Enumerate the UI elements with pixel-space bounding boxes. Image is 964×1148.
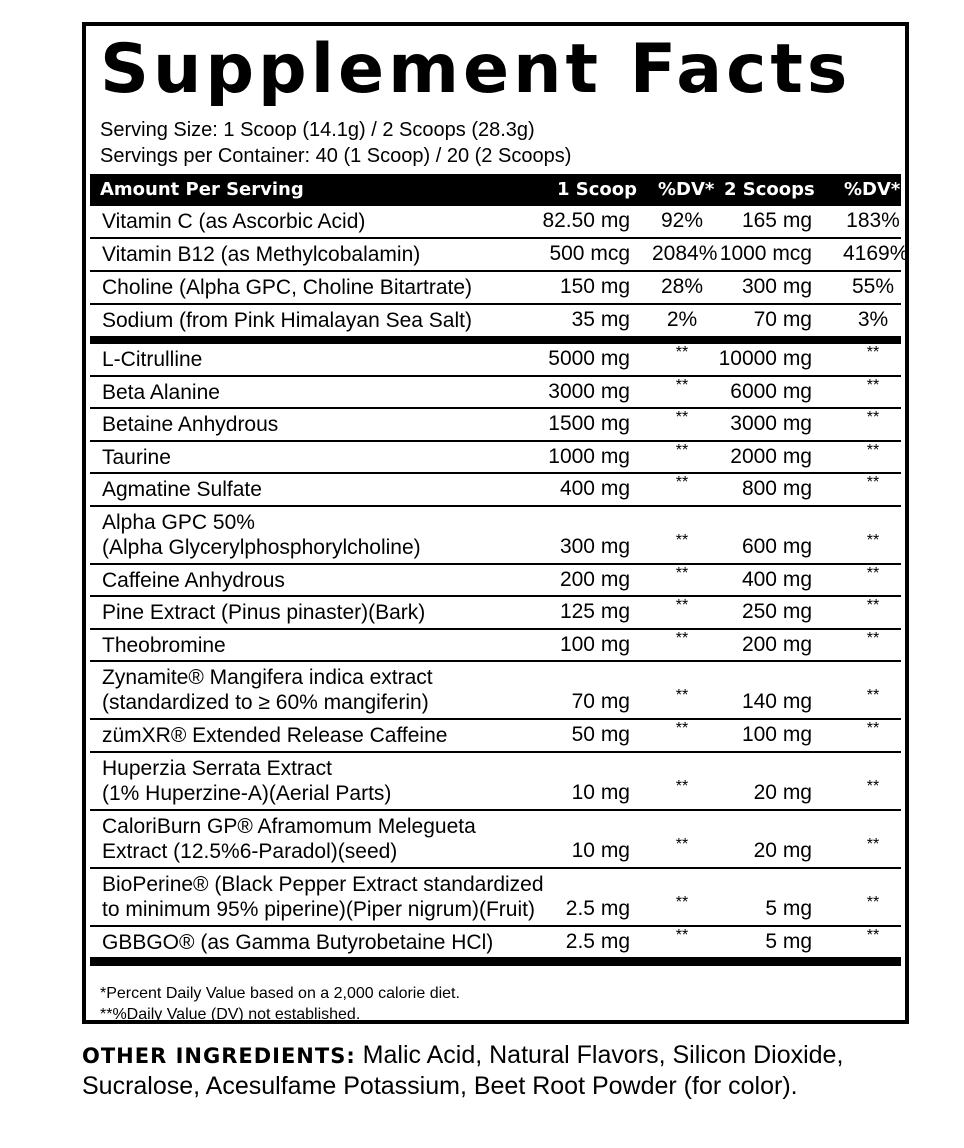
header-scoop1: 1 Scoop — [557, 179, 638, 200]
amount-1-scoop: 3000 mg — [548, 379, 630, 403]
dv-1-scoop: ** — [675, 835, 689, 853]
other-ingredients — [82, 1040, 843, 1101]
ingredient-name-detail: (standardized to ≥ 60% mangiferin) — [102, 691, 429, 714]
amount-1-scoop: 10 mg — [571, 838, 630, 862]
other-ingredients-line2: Sucralose, Acesulfame Potassium, Beet Root Powder (for color). — [82, 1072, 798, 1100]
amount-1-scoop: 10 mg — [571, 780, 630, 804]
ingredient-name: Caffeine Anhydrous — [102, 568, 285, 592]
dv-1-scoop: ** — [675, 409, 689, 426]
dv-1-scoop: 2% — [666, 308, 698, 331]
amount-2-scoops: 20 mg — [753, 780, 812, 804]
dv-2-scoops: ** — [866, 474, 880, 491]
nutrient-row — [90, 239, 909, 272]
amount-1-scoop: 100 mg — [559, 632, 630, 656]
footer-divider — [90, 957, 901, 966]
serving-size: Serving Size: 1 Scoop (14.1g) / 2 Scoops (28.3g) — [100, 119, 535, 141]
amount-2-scoops: 400 mg — [741, 567, 812, 591]
dv-1-scoop: ** — [675, 687, 689, 704]
dv-2-scoops: ** — [866, 441, 880, 459]
amount-2-scoops: 140 mg — [741, 690, 812, 713]
dv-1-scoop: 28% — [660, 275, 704, 298]
dv-1-scoop: ** — [675, 777, 689, 795]
header-dv2: %DV* — [844, 179, 901, 200]
ingredient-name: GBBGO® (as Gamma Butyrobetaine HCl) — [102, 930, 494, 954]
ingredient-name: Choline (Alpha GPC, Choline Bitartrate) — [102, 276, 473, 299]
ingredient-name-detail: to minimum 95% piperine)(Piper nigrum)(Fruit) — [102, 897, 535, 921]
ingredient-name: zümXR® Extended Release Caffeine — [102, 724, 448, 747]
ingredient-row — [90, 442, 901, 475]
amount-1-scoop: 5000 mg — [548, 347, 630, 370]
amount-1-scoop: 125 mg — [559, 600, 630, 623]
nutrient-row — [90, 206, 901, 239]
ingredient-name-detail: Extract (12.5%6-Paradol)(seed) — [102, 839, 398, 863]
dv-1-scoop: ** — [675, 564, 689, 582]
dv-2-scoops: 4169% — [843, 242, 909, 265]
dv-2-scoops: ** — [866, 926, 880, 944]
amount-2-scoops: 70 mg — [753, 308, 812, 331]
amount-1-scoop: 500 mcg — [549, 242, 630, 265]
panel-title: Supplement Facts — [100, 30, 852, 109]
amount-2-scoops: 5 mg — [765, 929, 812, 953]
dv-1-scoop: 92% — [660, 209, 704, 232]
amount-1-scoop: 70 mg — [571, 690, 630, 713]
amount-2-scoops: 600 mg — [741, 534, 812, 558]
ingredient-name: Agmatine Sulfate — [102, 478, 262, 501]
dv-1-scoop: ** — [675, 629, 689, 647]
header-dv1: %DV* — [658, 179, 715, 200]
amount-2-scoops: 20 mg — [753, 838, 812, 862]
ingredient-row — [90, 630, 901, 663]
nutrient-row — [90, 305, 901, 338]
header-amount: Amount Per Serving — [100, 179, 304, 200]
dv-1-scoop: ** — [675, 720, 689, 737]
ingredient-name: Vitamin B12 (as Methylcobalamin) — [102, 243, 421, 266]
other-ingredients-text1: Malic Acid, Natural Flavors, Silicon Dioxide, — [355, 1041, 844, 1069]
ingredient-row — [90, 662, 901, 720]
dv-2-scoops: ** — [866, 564, 880, 582]
ingredient-name: Betaine Anhydrous — [102, 413, 279, 436]
ingredient-name: Vitamin C (as Ascorbic Acid) — [102, 210, 366, 233]
dv-2-scoops: ** — [866, 835, 880, 853]
servings-per-container: Servings per Container: 40 (1 Scoop) / 20 (2 Scoops) — [100, 145, 572, 167]
ingredient-name: Theobromine — [102, 633, 226, 657]
ingredient-row — [90, 377, 901, 410]
ingredient-name: Taurine — [102, 445, 171, 469]
footnote-not-established: **%Daily Value (DV) not established. — [100, 1006, 361, 1023]
footnote-dv: *Percent Daily Value based on a 2,000 calorie diet. — [100, 985, 460, 1002]
amount-1-scoop: 300 mg — [559, 534, 630, 558]
other-ingredients-heading: OTHER INGREDIENTS: — [82, 1044, 356, 1068]
ingredient-row — [90, 344, 901, 377]
dv-2-scoops: ** — [866, 344, 880, 361]
ingredient-row — [90, 409, 901, 442]
dv-1-scoop: ** — [675, 474, 689, 491]
amount-1-scoop: 200 mg — [559, 567, 630, 591]
ingredient-row — [90, 474, 901, 507]
amount-2-scoops: 1000 mcg — [719, 242, 812, 265]
ingredient-name: L-Citrulline — [102, 348, 203, 371]
ingredient-row — [90, 927, 901, 960]
dv-2-scoops: ** — [866, 597, 880, 614]
amount-1-scoop: 35 mg — [571, 308, 630, 331]
ingredient-name-detail: (1% Huperzine-A)(Aerial Parts) — [102, 781, 392, 805]
supplement-facts-panel — [82, 22, 909, 1024]
ingredient-name: Zynamite® Mangifera indica extract — [102, 666, 433, 689]
amount-2-scoops: 100 mg — [741, 723, 812, 746]
dv-1-scoop: ** — [675, 344, 689, 361]
amount-2-scoops: 300 mg — [741, 275, 812, 298]
amount-1-scoop: 1000 mg — [548, 444, 630, 468]
amount-2-scoops: 165 mg — [741, 209, 812, 232]
amount-1-scoop: 150 mg — [559, 275, 630, 298]
amount-1-scoop: 1500 mg — [548, 412, 630, 435]
ingredient-name: Pine Extract (Pinus pinaster)(Bark) — [102, 601, 426, 624]
ingredient-row — [90, 869, 901, 927]
amount-1-scoop: 2.5 mg — [565, 929, 630, 953]
amount-1-scoop: 2.5 mg — [565, 896, 630, 920]
ingredient-name: Alpha GPC 50% — [102, 510, 255, 534]
ingredient-name: CaloriBurn GP® Aframomum Melegueta — [102, 814, 476, 838]
dv-2-scoops: ** — [866, 629, 880, 647]
other-ingredients-line1 — [82, 1040, 843, 1071]
amount-2-scoops: 250 mg — [741, 600, 812, 623]
dv-2-scoops: ** — [866, 777, 880, 795]
ingredient-name: Beta Alanine — [102, 380, 220, 404]
amount-2-scoops: 3000 mg — [730, 412, 812, 435]
amount-2-scoops: 6000 mg — [730, 379, 812, 403]
dv-1-scoop: ** — [675, 531, 689, 549]
amount-2-scoops: 10000 mg — [718, 347, 812, 370]
ingredient-name: BioPerine® (Black Pepper Extract standardized — [102, 872, 544, 896]
dv-2-scoops: ** — [866, 720, 880, 737]
ingredient-name: Huperzia Serrata Extract — [102, 756, 332, 780]
dv-1-scoop: ** — [675, 441, 689, 459]
dv-1-scoop: ** — [675, 376, 689, 394]
amount-2-scoops: 2000 mg — [730, 444, 812, 468]
header-scoop2: 2 Scoops — [724, 179, 815, 200]
amount-1-scoop: 82.50 mg — [542, 209, 630, 232]
dv-1-scoop: ** — [675, 926, 689, 944]
dv-2-scoops: ** — [866, 531, 880, 549]
ingredient-row — [90, 597, 901, 630]
amount-1-scoop: 400 mg — [559, 477, 630, 500]
dv-1-scoop: 2084% — [652, 242, 718, 265]
amount-2-scoops: 5 mg — [765, 896, 812, 920]
dv-2-scoops: ** — [866, 409, 880, 426]
dv-1-scoop: ** — [675, 597, 689, 614]
dv-2-scoops: 55% — [851, 275, 895, 298]
amount-2-scoops: 800 mg — [741, 477, 812, 500]
dv-2-scoops: 183% — [846, 209, 900, 232]
dv-2-scoops: 3% — [857, 308, 889, 331]
ingredient-name-detail: (Alpha Glycerylphosphorylcholine) — [102, 535, 421, 559]
amount-1-scoop: 50 mg — [571, 723, 630, 746]
ingredient-row — [90, 507, 901, 565]
ingredient-row — [90, 720, 901, 753]
dv-1-scoop: ** — [675, 893, 689, 911]
table-header — [90, 174, 901, 206]
amount-2-scoops: 200 mg — [741, 632, 812, 656]
ingredient-row — [90, 753, 901, 811]
ingredient-row — [90, 811, 901, 869]
dv-2-scoops: ** — [866, 893, 880, 911]
dv-2-scoops: ** — [866, 376, 880, 394]
ingredient-row — [90, 565, 901, 598]
ingredient-name: Sodium (from Pink Himalayan Sea Salt) — [102, 309, 472, 332]
section-divider — [90, 336, 901, 344]
nutrient-row — [90, 272, 901, 305]
dv-2-scoops: ** — [866, 687, 880, 704]
